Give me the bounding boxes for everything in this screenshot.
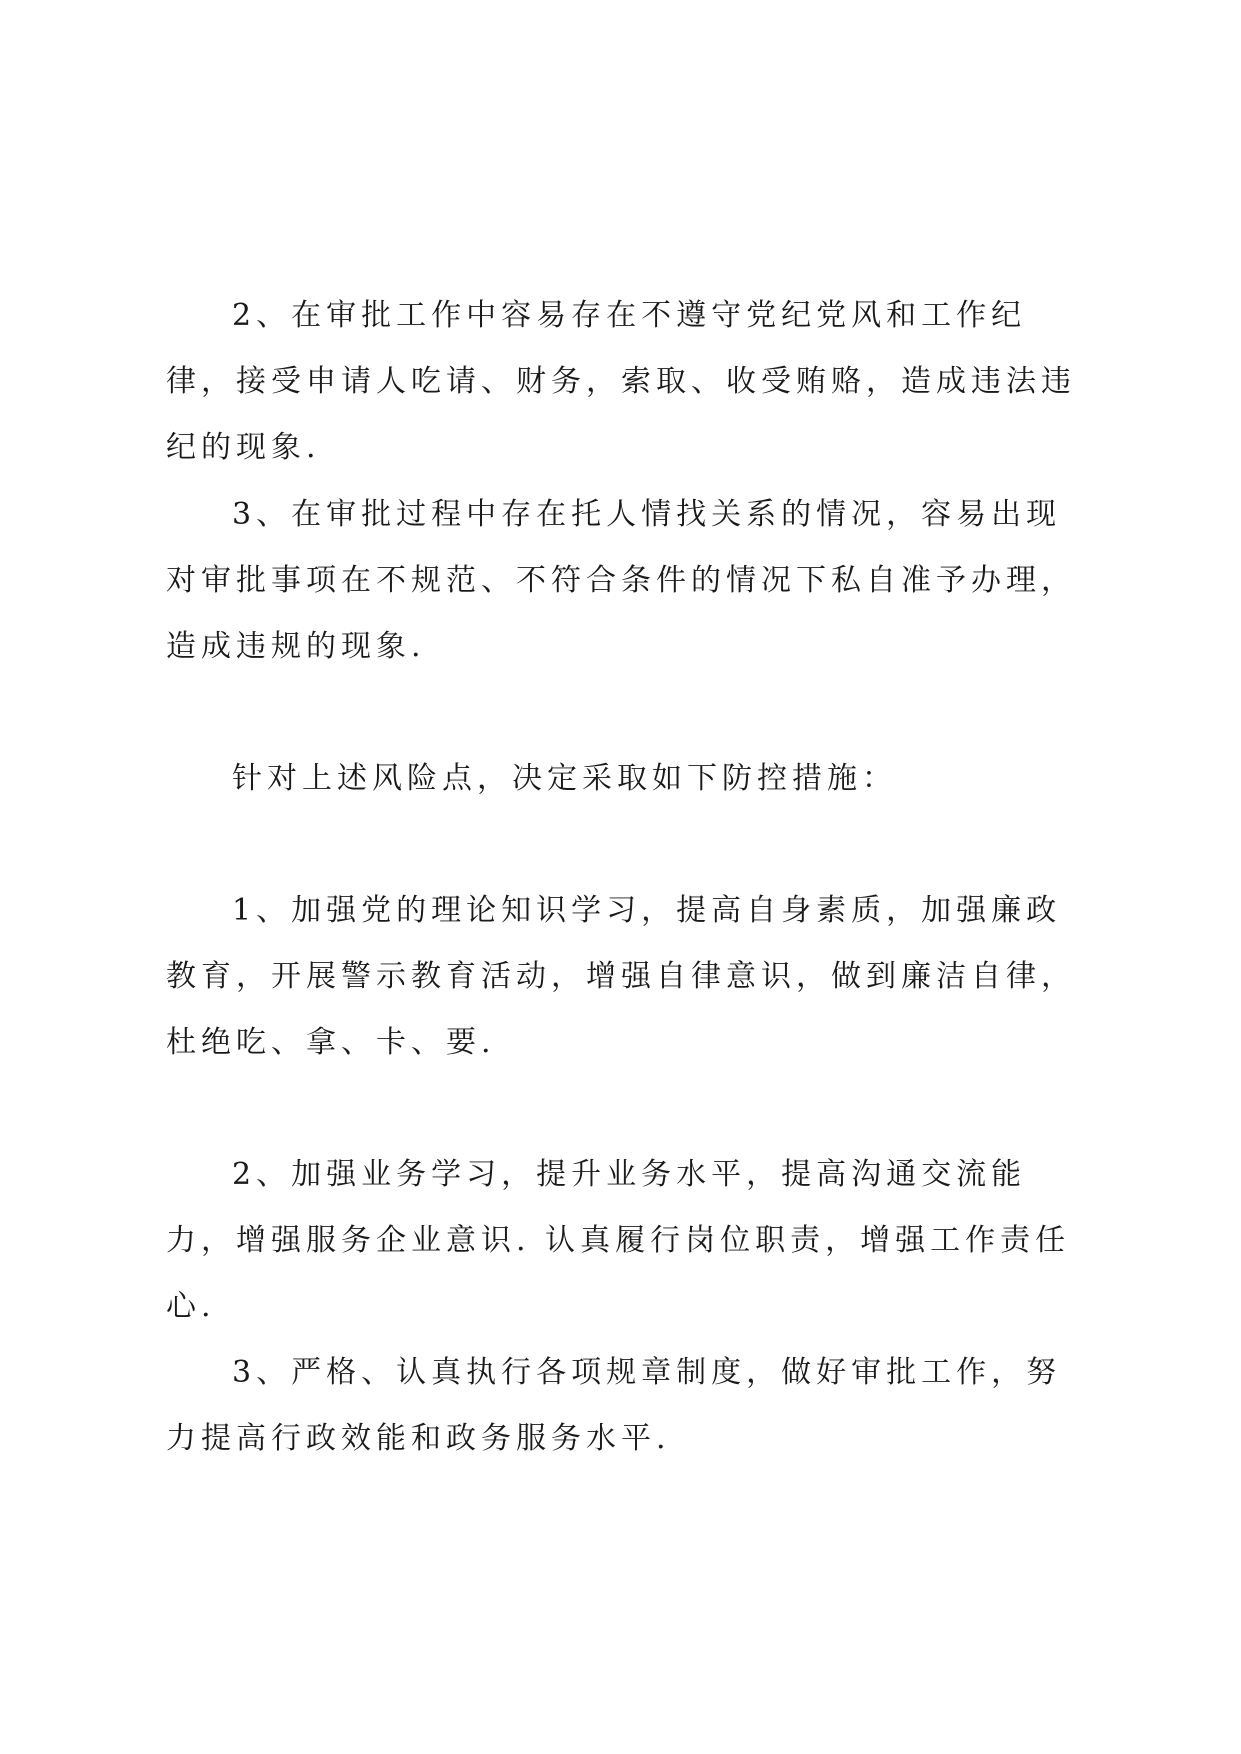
paragraph-measure-1: 1、加强党的理论知识学习，提高自身素质，加强廉政教育，开展警示教育活动，增强自律意识，做到廉洁自律，杜绝吃、拿、卡、要. xyxy=(166,893,1076,1060)
paragraph-risk-3: 3、在审批过程中存在托人情找关系的情况，容易出现对审批事项在不规范、不符合条件的情况下私自准予办理，造成违规的现象. xyxy=(166,497,1076,664)
paragraph-risk-2: 2、在审批工作中容易存在不遵守党纪党风和工作纪律，接受申请人吃请、财务，索取、收受贿赂，造成违法违纪的现象. xyxy=(166,298,1076,465)
paragraph-measure-3: 3、严格、认真执行各项规章制度，做好审批工作，努力提高行政效能和政务服务水平. xyxy=(166,1355,1062,1456)
paragraph-measures-intro: 针对上述风险点，决定采取如下防控措施： xyxy=(232,761,897,796)
paragraph-measure-2: 2、加强业务学习，提升业务水平，提高沟通交流能力，增强服务企业意识. 认真履行岗位职责，增强工作责任心. xyxy=(166,1157,1071,1324)
